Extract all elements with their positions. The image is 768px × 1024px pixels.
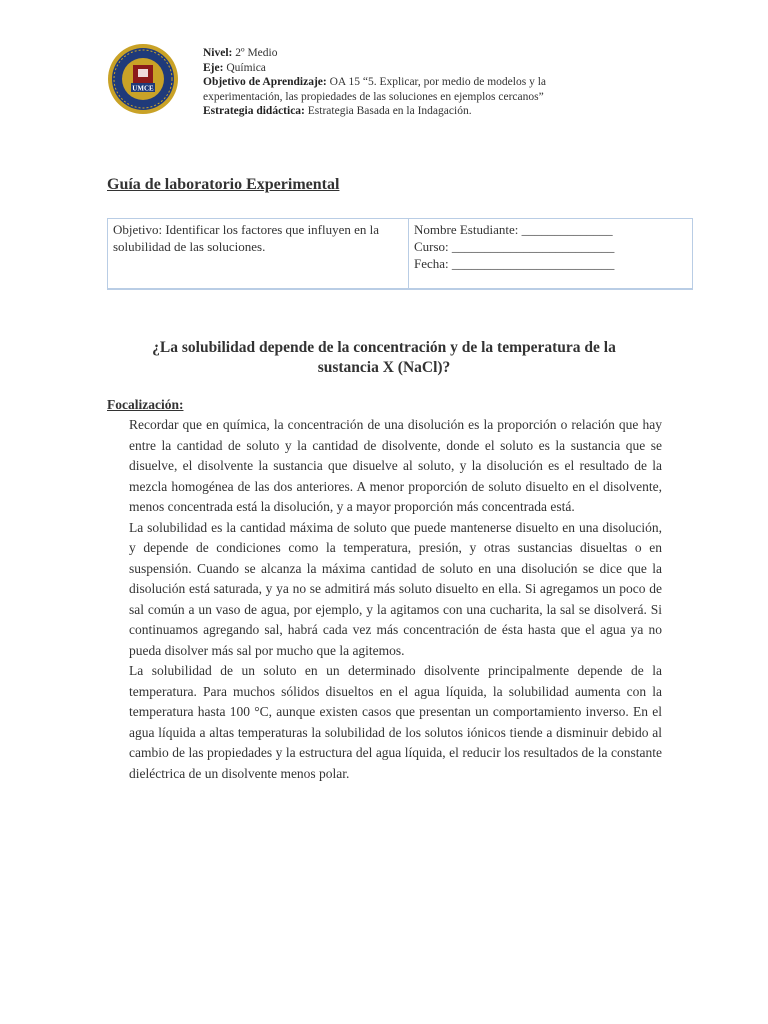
research-question: ¿La solubilidad depende de la concentración y de la temperatura de la sustancia X (NaCl)? [152, 339, 616, 376]
paragraph: La solubilidad es la cantidad máxima de soluto que puede mantenerse disuelto en una disolución, y depende de condiciones como la temperatura, presión, y otras sustancias disueltas o en suspensión. Cuando se alcanza la máxima cantidad de soluto en una disolución se dice que la disolución está saturada, y ya no se admitirá más soluto disuelto en ella. Si agregamos un poco de sal común a un vaso de agua, por ejemplo, y la agitamos con una cucharita, la sal se disolverá. Si continuamos agregando sal, habrá cada vez más concentración de ésta hasta que el agua ya no pueda disolver más sal por mucho que la agitemos. [129, 519, 662, 658]
nivel-value: 2º Medio [235, 47, 278, 59]
objective-text: Objetivo: Identificar los factores que influyen en la solubilidad de las soluciones. [113, 222, 380, 254]
eje-value: Química [226, 61, 266, 74]
logo-text: UMCE [132, 84, 154, 93]
estrategia-value: Estrategia Basada en la Indagación. [307, 105, 472, 117]
objetivo-line: Objetivo de Aprendizaje: OA 15 “5. Explicar, por medio de modelos y la experimentación, las propiedades de las soluciones en ejemplos cercanos” [203, 76, 547, 103]
student-cell [409, 219, 693, 290]
eje-line: Eje: Química [203, 61, 266, 74]
date-field[interactable]: Fecha: _________________________ [414, 256, 615, 271]
paragraph: La solubilidad de un soluto en un determinado disolvente principalmente depende de la temperatura. Para muchos sólidos disueltos en el agua líquida, la solubilidad aumenta con la temperatura hasta 100 °C, aunque existen casos que presentan un comportamiento inverso. En el agua líquida a altas temperaturas la solubilidad de los solutos iónicos tiende a disminuir debido al cambio de las propiedades y la estructura del agua líquida, el reducir los resultados de la constante dieléctrica de un disolvente menos polar. [129, 663, 662, 781]
header-meta [203, 46, 623, 119]
info-table [107, 218, 693, 290]
student-name-field[interactable]: Nombre Estudiante: ______________ [414, 222, 613, 237]
objective-cell [108, 219, 409, 290]
focus-body [129, 415, 662, 784]
guide-title: Guía de laboratorio Experimental [107, 176, 340, 193]
university-seal-logo [107, 43, 179, 115]
nivel-line: Nivel: 2º Medio [203, 47, 278, 59]
paragraph: Recordar que en química, la concentración de una disolución es la proporción o relación que hay entre la cantidad de soluto y la cantidad de disolvente, donde el soluto es la sustancia que se disuelve, el disolvente la sustancia que disuelve al soluto, y la disolución es el resultado de la mezcla homogénea de las dos anteriores. A menor proporción de soluto disuelto en el disolvente, menos concentrada está la disolución, y a mayor proporción más concentrada está. [129, 417, 662, 514]
objetivo-value: OA 15 “5. Explicar, por medio de modelos y la experimentación, las propiedades de las soluciones en ejemplos cercanos” [203, 76, 547, 103]
estrategia-line: Estrategia didáctica: Estrategia Basada en la Indagación. [203, 105, 472, 117]
course-field[interactable]: Curso: _________________________ [414, 239, 615, 254]
focus-heading: Focalización: [107, 397, 184, 412]
